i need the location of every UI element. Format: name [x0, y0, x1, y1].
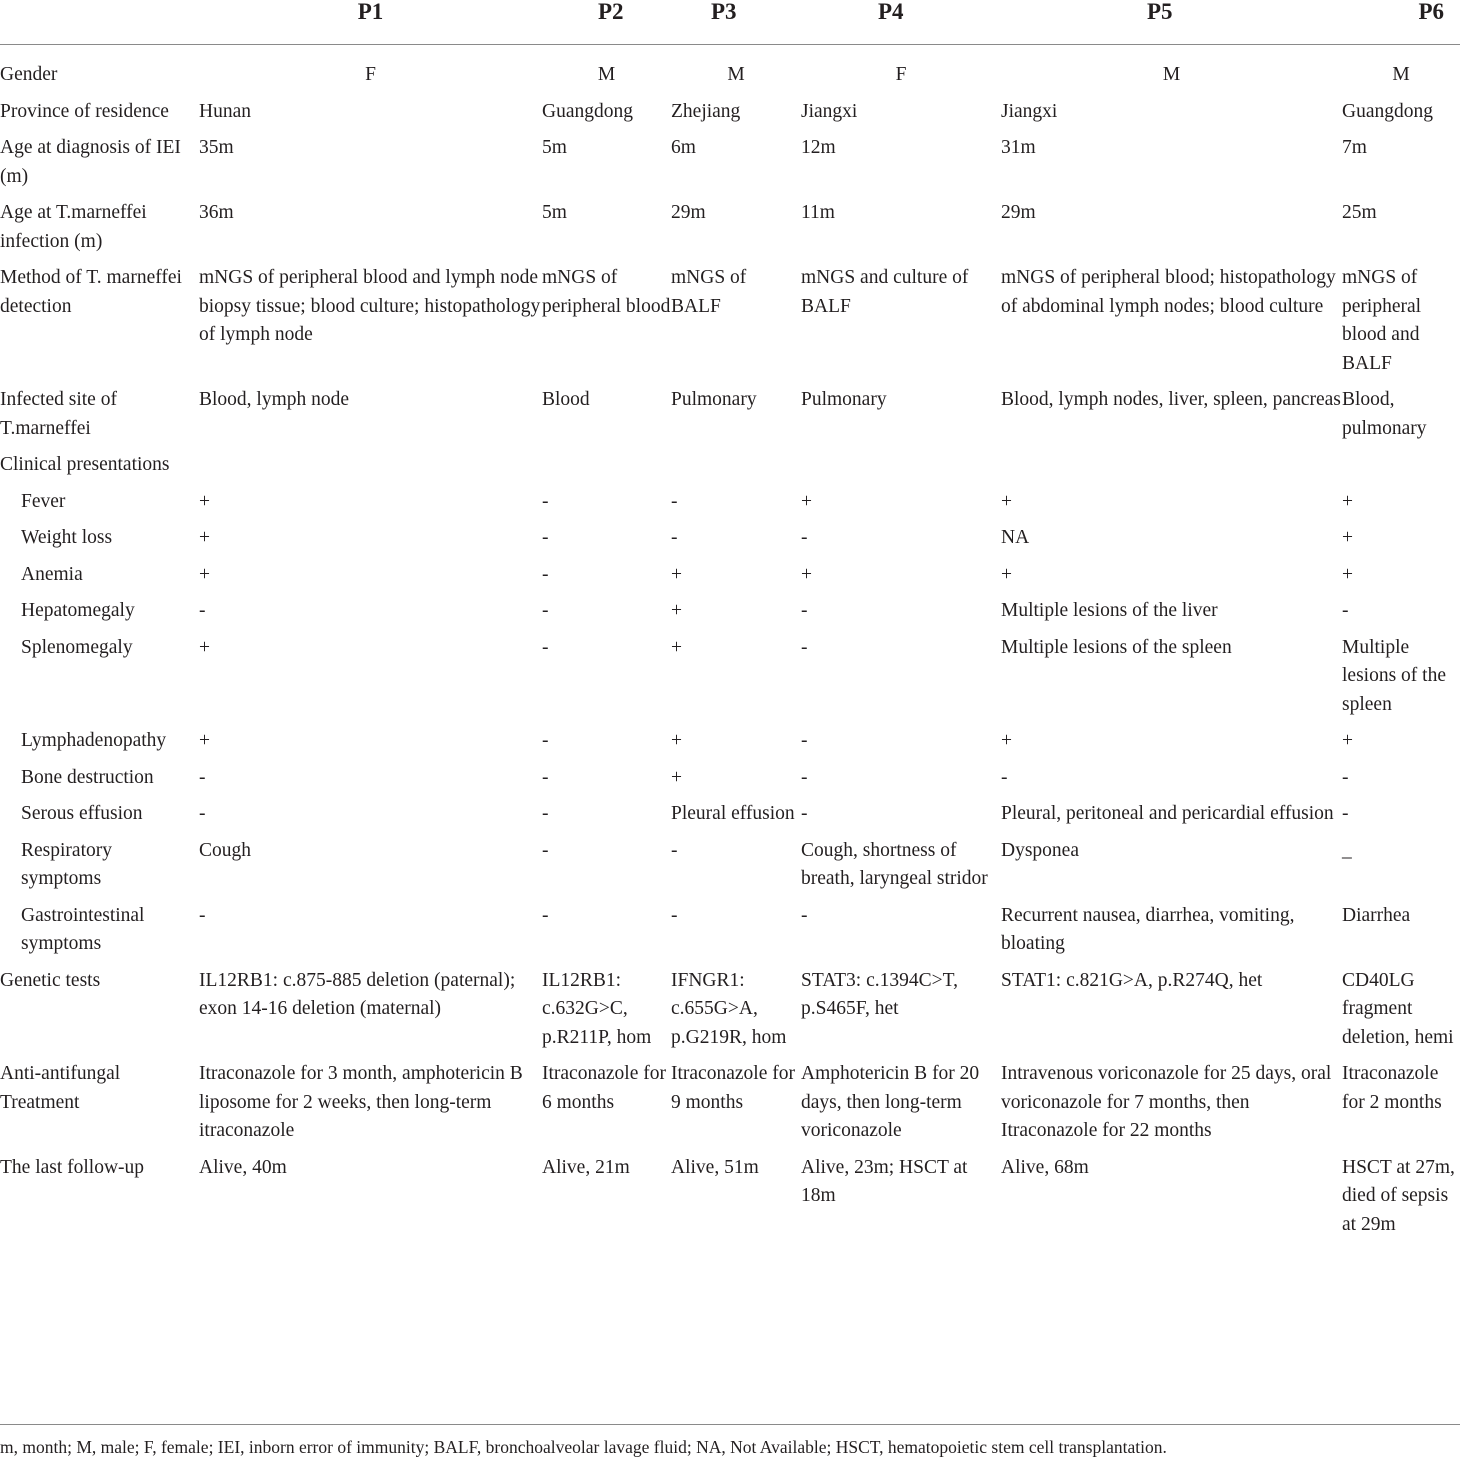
table-cell: 35m: [199, 137, 234, 158]
row-label: Province of residence: [0, 100, 169, 122]
table-row: [0, 98, 1460, 135]
table-cell: IL12RB1: c.875-885 deletion (paternal); exon 14-16 deletion (maternal): [199, 969, 516, 1019]
table-cell: +: [671, 563, 682, 585]
table-cell: [199, 451, 542, 488]
table-row: [0, 1154, 1460, 1248]
column-header: P3: [671, 0, 801, 45]
row-label: Anti-antifungal Treatment: [0, 1063, 121, 1113]
table-cell: [671, 451, 801, 488]
table-cell: NA: [1001, 527, 1030, 548]
table-cell: Pleural effusion: [671, 803, 795, 824]
table-cell: +: [671, 636, 682, 658]
table-cell: -: [671, 904, 678, 926]
table-cell: -: [542, 563, 549, 585]
table-cell: Itraconazole for 9 months: [671, 1063, 795, 1113]
table-cell: +: [199, 730, 210, 751]
table-cell: Pulmonary: [801, 389, 887, 410]
table-cell: [801, 451, 1001, 488]
table-cell: 31m: [1001, 137, 1036, 158]
table-cell: 6m: [671, 137, 696, 158]
table-cell: Alive, 23m; HSCT at 18m: [801, 1156, 968, 1206]
table-cell: +: [671, 600, 682, 621]
table-cell: Alive, 51m: [671, 1156, 759, 1178]
table-cell: -: [542, 600, 549, 621]
table-cell: Cough: [199, 839, 252, 861]
table-row: [0, 967, 1460, 1061]
table-row: [0, 837, 1460, 902]
table-cell: +: [671, 730, 682, 751]
table-cell: +: [1342, 563, 1353, 585]
column-header: P1: [199, 0, 542, 45]
table-cell: M: [597, 64, 616, 85]
table-cell: mNGS of peripheral blood and BALF: [1342, 267, 1422, 374]
table-cell: 36m: [199, 202, 234, 223]
table-cell: -: [671, 527, 678, 548]
table-cell: Hunan: [199, 100, 251, 122]
table-cell: IFNGR1: c.655G>A, p.G219R, hom: [671, 969, 787, 1048]
table-cell: Itraconazole for 2 months: [1342, 1063, 1442, 1113]
column-header: [0, 0, 199, 45]
table-cell: -: [1342, 600, 1349, 621]
table-cell: mNGS of BALF: [671, 267, 747, 317]
row-label: Gender: [0, 64, 58, 85]
table-cell: 29m: [1001, 202, 1036, 223]
table-cell: +: [1001, 730, 1012, 751]
table-cell: +: [671, 766, 682, 788]
table-cell: Intravenous voriconazole for 25 days, oral voriconazole for 7 months, then Itraconazole for 22 months: [1001, 1063, 1332, 1141]
table-row: [0, 727, 1460, 764]
row-label: Clinical presentations: [0, 454, 170, 475]
table-row: [0, 524, 1460, 561]
table-row: [0, 134, 1460, 199]
table-row: [0, 800, 1460, 837]
table-cell: -: [801, 527, 808, 548]
table-cell: [1342, 451, 1460, 488]
table-cell: -: [542, 490, 549, 512]
table-cell: -: [801, 803, 808, 824]
table-cell: +: [1342, 527, 1353, 548]
table-cell: Itraconazole for 3 month, amphotericin B liposome for 2 weeks, then long-term itraconazole: [199, 1063, 523, 1141]
table-cell: Cough, shortness of breath, laryngeal stridor: [801, 839, 988, 889]
table-row: [0, 561, 1460, 598]
row-label: Anemia: [21, 563, 83, 585]
table-cell: F: [365, 64, 376, 85]
table-cell: -: [1342, 803, 1349, 824]
table-cell: mNGS and culture of BALF: [801, 267, 969, 317]
table-cell: mNGS of peripheral blood: [542, 267, 671, 317]
table-cell: Recurrent nausea, diarrhea, vomiting, bloating: [1001, 904, 1295, 954]
table-cell: Dysponea: [1001, 839, 1079, 861]
table-cell: Itraconazole for 6 months: [542, 1063, 666, 1113]
table-cell: _: [1342, 839, 1352, 861]
table-row: [0, 597, 1460, 634]
row-label: Gastrointestinal symptoms: [21, 904, 145, 954]
row-label: Bone destruction: [21, 766, 154, 788]
table-cell: -: [801, 600, 808, 621]
table-cell: -: [801, 766, 808, 788]
table-cell: [1001, 451, 1342, 488]
table-cell: +: [1342, 490, 1353, 512]
table-row: [0, 764, 1460, 801]
table-cell: 11m: [801, 202, 835, 223]
table-cell: STAT3: c.1394C>T, p.S465F, het: [801, 969, 958, 1019]
header-row: [0, 0, 1460, 45]
table-cell: +: [1342, 730, 1353, 751]
table-cell: F: [895, 64, 907, 85]
table-cell: Blood, lymph node: [199, 389, 350, 410]
table-cell: IL12RB1: c.632G>C, p.R211P, hom: [542, 969, 652, 1048]
table-row: [0, 264, 1460, 386]
table-cell: STAT1: c.821G>A, p.R274Q, het: [1001, 969, 1263, 991]
table-cell: M: [1392, 64, 1410, 85]
table-cell: +: [199, 527, 210, 548]
table-cell: -: [199, 803, 206, 824]
table-cell: 12m: [801, 137, 836, 158]
table-cell: Jiangxi: [1001, 100, 1058, 122]
table-cell: -: [671, 490, 678, 512]
table-cell: Alive, 40m: [199, 1156, 287, 1178]
table-cell: mNGS of peripheral blood; histopathology of abdominal lymph nodes; blood culture: [1001, 267, 1336, 317]
row-label: Splenomegaly: [21, 636, 133, 658]
row-label: Fever: [21, 490, 66, 512]
table-cell: -: [542, 527, 549, 548]
table-cell: Alive, 21m: [542, 1156, 630, 1178]
row-label: Genetic tests: [0, 969, 101, 991]
row-label: Infected site of T.marneffei: [0, 389, 117, 439]
table-cell: 25m: [1342, 202, 1377, 223]
table-row: [0, 634, 1460, 728]
table-cell: Multiple lesions of the spleen: [1342, 636, 1446, 715]
table-cell: CD40LG fragment deletion, hemi: [1342, 969, 1454, 1048]
row-label: Age at diagnosis of IEI (m): [0, 137, 181, 187]
table-cell: -: [671, 839, 678, 861]
table-cell: Blood, lymph nodes, liver, spleen, pancreas: [1001, 389, 1341, 410]
table-cell: +: [1001, 490, 1012, 512]
table-cell: Amphotericin B for 20 days, then long-term voriconazole: [801, 1063, 980, 1141]
table-cell: Guangdong: [1342, 100, 1433, 122]
table-cell: -: [542, 839, 549, 861]
table-cell: -: [199, 600, 206, 621]
table-cell: Multiple lesions of the spleen: [1001, 636, 1232, 658]
row-label: Serous effusion: [21, 803, 143, 824]
table-cell: +: [1001, 563, 1012, 585]
table-cell: -: [1001, 766, 1008, 788]
table-cell: -: [801, 904, 808, 926]
table-cell: [542, 451, 671, 488]
table-cell: Blood, pulmonary: [1342, 389, 1427, 439]
table-footnote: m, month; M, male; F, female; IEI, inborn error of immunity; BALF, bronchoalveolar lavage fluid; NA, Not Available; HSCT, hematopoietic stem cell transplantation.: [0, 1424, 1460, 1459]
table-cell: Pleural, peritoneal and pericardial effusion: [1001, 803, 1334, 824]
column-header: P4: [801, 0, 1001, 45]
row-label: Age at T.marneffei infection (m): [0, 202, 147, 252]
column-header: P2: [542, 0, 671, 45]
row-label: Weight loss: [21, 527, 113, 548]
table-cell: +: [199, 490, 210, 512]
table-cell: M: [1162, 64, 1181, 85]
table-row: [0, 488, 1460, 525]
table-cell: Pulmonary: [671, 389, 757, 410]
table-row: [0, 45, 1460, 98]
table-cell: 7m: [1342, 137, 1367, 158]
table-cell: 29m: [671, 202, 706, 223]
table-row: [0, 199, 1460, 264]
table-cell: +: [199, 636, 210, 658]
table-cell: Guangdong: [542, 100, 633, 122]
table-cell: Jiangxi: [801, 100, 858, 122]
table-cell: +: [801, 490, 812, 512]
table-cell: 5m: [542, 137, 567, 158]
table-cell: -: [199, 766, 206, 788]
table-cell: M: [727, 64, 745, 85]
table-cell: -: [542, 904, 549, 926]
table-cell: Blood: [542, 389, 590, 410]
table-cell: 5m: [542, 202, 567, 223]
table-row: [0, 451, 1460, 488]
table-row: [0, 1060, 1460, 1154]
row-label: Method of T. marneffei detection: [0, 267, 182, 317]
table-cell: -: [542, 766, 549, 788]
table-cell: HSCT at 27m, died of sepsis at 29m: [1342, 1156, 1455, 1235]
table-cell: +: [199, 563, 210, 585]
table-body: [0, 45, 1460, 1248]
table-cell: -: [801, 730, 808, 751]
table-row: [0, 902, 1460, 967]
table-cell: -: [1342, 766, 1349, 788]
table-cell: mNGS of peripheral blood and lymph node biopsy tissue; blood culture; histopathology of lymph node: [199, 267, 541, 345]
table-cell: Multiple lesions of the liver: [1001, 600, 1218, 621]
table-row: [0, 386, 1460, 451]
table-cell: Diarrhea: [1342, 904, 1411, 926]
table-cell: -: [542, 730, 549, 751]
column-header: P6: [1342, 0, 1460, 45]
table-cell: Alive, 68m: [1001, 1156, 1089, 1178]
column-header: P5: [1001, 0, 1342, 45]
row-label: Lymphadenopathy: [21, 730, 167, 751]
table-cell: -: [542, 636, 549, 658]
row-label: The last follow-up: [0, 1156, 145, 1178]
row-label: Hepatomegaly: [21, 600, 135, 621]
table-cell: Zhejiang: [671, 100, 741, 122]
table-cell: -: [801, 636, 808, 658]
table-cell: -: [542, 803, 549, 824]
row-label: Respiratory symptoms: [21, 839, 112, 889]
table-cell: +: [801, 563, 812, 585]
table-cell: -: [199, 904, 206, 926]
